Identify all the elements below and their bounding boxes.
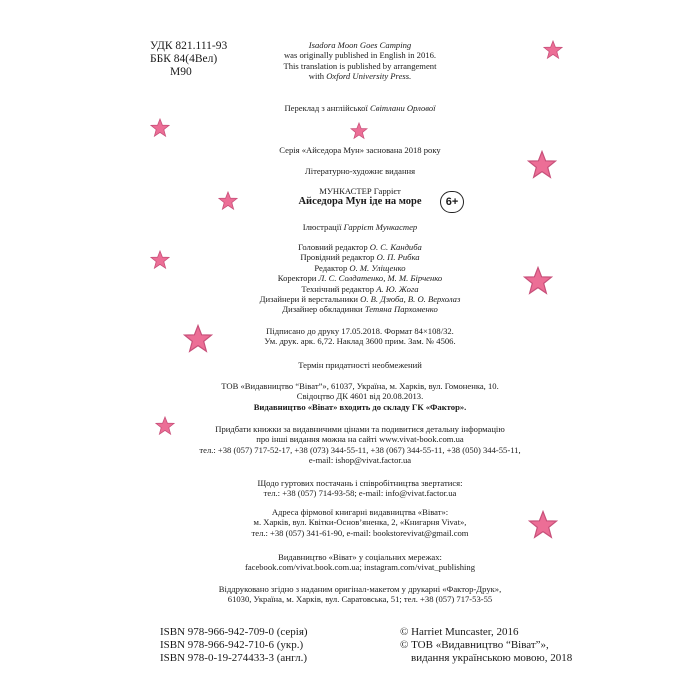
- pink-star-icon: [528, 510, 558, 540]
- udk-code: УДК 821.111-93: [150, 40, 228, 52]
- publisher-group: Видавництво «Віват» входить до складу ГК «Фактор».: [253, 401, 467, 412]
- isbn-eng: ISBN 978-0-19-274433-3 (англ.): [160, 652, 308, 664]
- copyright-block: [400, 626, 572, 665]
- translation-credit: Переклад з англійської Світлани Орлової: [284, 103, 436, 113]
- pink-star-icon: [543, 40, 563, 60]
- staff-line: Дизайнери й верстальники О. В. Дзюба, В. О. Верхолаз: [259, 294, 461, 305]
- original-edition: [130, 40, 590, 82]
- copyright-author: © Harriet Muncaster, 2016: [400, 626, 519, 638]
- pink-star-icon: [218, 191, 238, 211]
- staff-line: Технічний редактор А. Ю. Жога: [301, 283, 419, 294]
- printing-house-info: Віддруковано згідно з наданим оригінал-макетом у друкарні «Фактор-Друк», 61030, Україна, м. Харків, вул. Саратовська, 51; тел. +38 (057) 717-53-55: [218, 584, 502, 605]
- social-info: Видавництво «Віват» у соціальних мережах: facebook.com/vivat.book.com.ua; instagram.com/vivat_publishing: [244, 552, 476, 573]
- pink-star-icon: [155, 416, 175, 436]
- isbn-block: [160, 626, 308, 665]
- print-info: Підписано до друку 17.05.2018. Формат 84×108/32. Ум. друк. арк. 6,72. Наклад 3600 прим. Зам. № 4506.: [264, 326, 456, 347]
- illustrations-credit: Ілюстрації Гаррієт Мункастер: [302, 222, 418, 232]
- wholesale-info: Щодо гуртових постачань і співробітництва звертатися: тел.: +38 (057) 714-93-58; e-mail: info@vivat.factor.ua: [257, 478, 463, 499]
- illustrator-name: Гаррієт Мункастер: [343, 222, 418, 232]
- staff-line: Редактор О. М. Уліщенко: [314, 262, 406, 273]
- author-line: МУНКАСТЕР Гаррієт: [319, 186, 401, 196]
- book-heading: [130, 186, 590, 208]
- isbn-ukr: ISBN 978-966-942-710-6 (укр.): [160, 639, 304, 651]
- publisher-press: Oxford University Press.: [326, 71, 412, 82]
- isbn-series: ISBN 978-966-942-709-0 (серія): [160, 626, 308, 638]
- original-title: Isadora Moon Goes Camping: [308, 40, 412, 50]
- genre-note: Літературно-художнє видання: [304, 166, 416, 176]
- publisher-info: [130, 381, 590, 412]
- copyright-edition: видання українською мовою, 2018: [411, 652, 573, 664]
- shelf-life: Термін придатності необмежений: [298, 360, 422, 370]
- author-mark: М90: [170, 66, 192, 78]
- series-note: Серія «Айседора Мун» заснована 2018 року: [279, 145, 441, 155]
- age-rating-badge: 6+: [440, 191, 464, 213]
- pink-star-icon: [150, 250, 170, 270]
- pink-star-icon: [523, 266, 553, 296]
- original-line-1: was originally published in English in 2016.: [283, 50, 437, 61]
- store-info: Адреса фірмової книгарні видавництва «Віват»: м. Харків, вул. Квітки-Основ’яненка, 2, «Книгарня Vivat», тел.: +38 (057) 341-61-90, e-mail: bookstorevivat@gmail.com: [251, 507, 469, 538]
- publisher-certificate: Свідоцтво ДК 4601 від 20.08.2013.: [296, 391, 424, 402]
- staff-line: Головний редактор О. С. Кандиба: [298, 242, 422, 252]
- original-line-3: with Oxford University Press.: [308, 71, 412, 82]
- translator-name: Світлани Орлової: [370, 103, 436, 113]
- staff-line: Провідний редактор О. П. Рибка: [300, 252, 420, 263]
- pink-star-icon: [350, 122, 368, 140]
- bbk-code: ББК 84(4Вел): [150, 53, 218, 65]
- staff-credits: [130, 242, 590, 315]
- publisher-address: ТОВ «Видавництво “Віват”», 61037, Україна, м. Харків, вул. Гомоненка, 10.: [221, 381, 499, 391]
- staff-line: Коректори Л. С. Солдатенко, М. М. Бірченко: [277, 273, 443, 284]
- staff-line: Дизайнер обкладинки Тетяна Пархоменко: [282, 304, 438, 315]
- copyright-publisher: © ТОВ «Видавництво “Віват”»,: [400, 639, 549, 651]
- book-title: Айседора Мун іде на море: [298, 196, 422, 208]
- original-line-2: This translation is published by arrangement: [283, 60, 437, 71]
- purchase-info: Придбати книжки за видавничими цінами та подивитися детальну інформацію про інші видання можна на сайті www.vivat-book.com.ua тел.: +38 (057) 717-52-17, +38 (073) 344-55-11, +38 (067) 344-55-11, +38 (050) 344-55-11, e-mail: ishop@vivat.factor.ua: [199, 424, 521, 466]
- pink-star-icon: [183, 324, 213, 354]
- pink-star-icon: [527, 150, 557, 180]
- pink-star-icon: [150, 118, 170, 138]
